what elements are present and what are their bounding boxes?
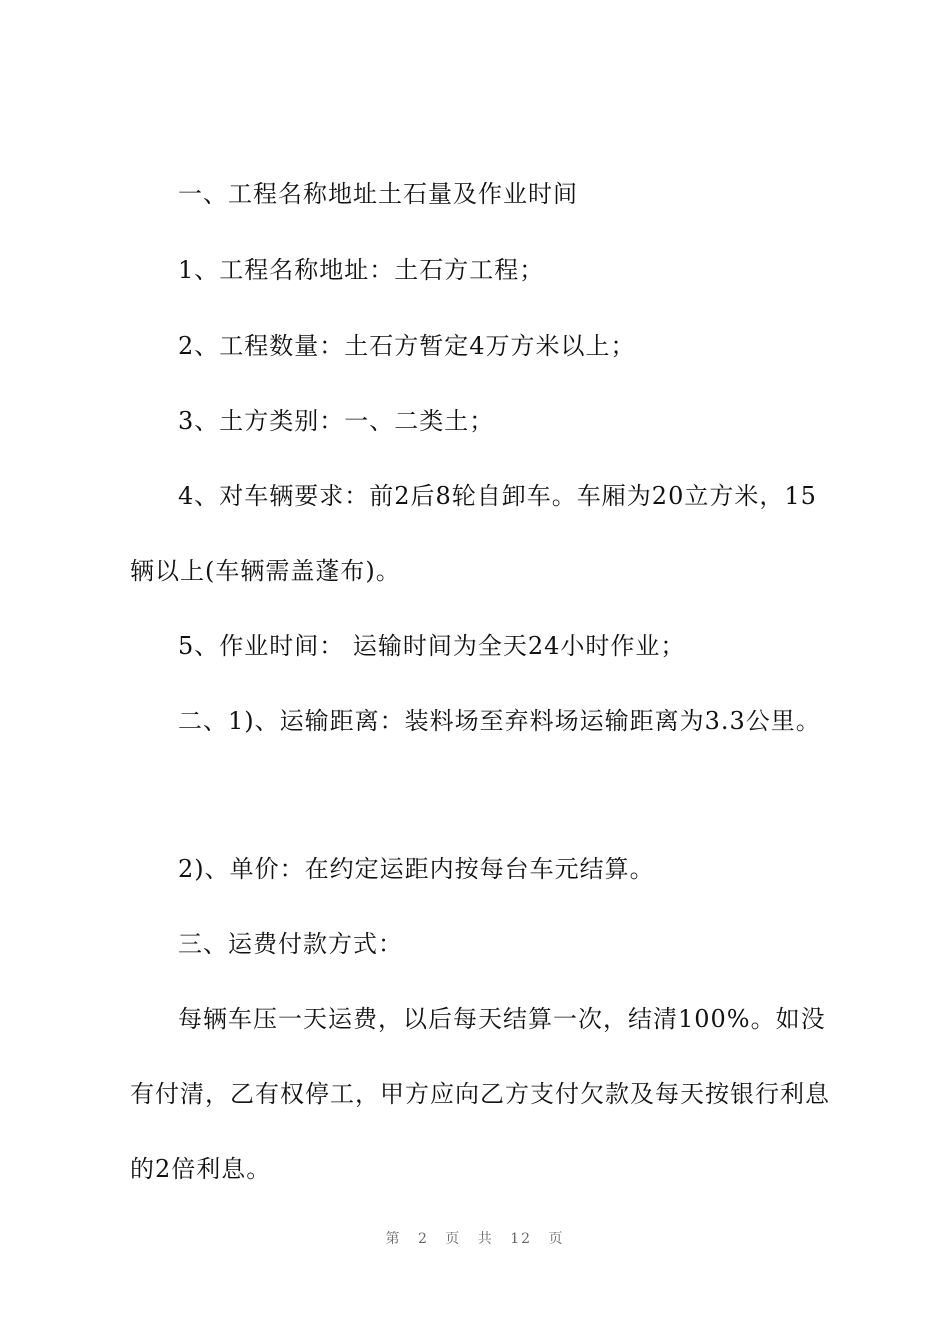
paragraph-line: 3、土方类别：一、二类土； <box>178 407 495 435</box>
section-heading-3: 三、运费付款方式： <box>178 930 403 958</box>
paragraph-line: 4、对车辆要求：前2后8轮自卸车。车厢为20立方米，15 <box>178 482 817 510</box>
paragraph-line: 5、作业时间： 运输时间为全天24小时作业； <box>178 632 686 660</box>
paragraph-line: 的2倍利息。 <box>130 1155 272 1183</box>
paragraph-line: 有付清，乙有权停工，甲方应向乙方支付欠款及每天按银行利息 <box>130 1080 830 1108</box>
page-number-footer: 第 2 页 共 12 页 <box>385 1231 565 1247</box>
paragraph-line: 每辆车压一天运费，以后每天结算一次，结清100%。如没 <box>178 1005 826 1033</box>
section-heading-1: 一、工程名称地址土石量及作业时间 <box>178 180 578 208</box>
section-heading-2: 二、1)、运输距离：装料场至弃料场运输距离为3.3公里。 <box>178 707 821 735</box>
paragraph-line: 2、工程数量：土石方暂定4万方米以上； <box>178 332 636 360</box>
paragraph-line: 1、工程名称地址：土石方工程； <box>178 256 545 284</box>
paragraph-line: 2)、单价：在约定运距内按每台车元结算。 <box>178 855 655 883</box>
paragraph-line: 辆以上(车辆需盖蓬布)。 <box>130 557 401 585</box>
